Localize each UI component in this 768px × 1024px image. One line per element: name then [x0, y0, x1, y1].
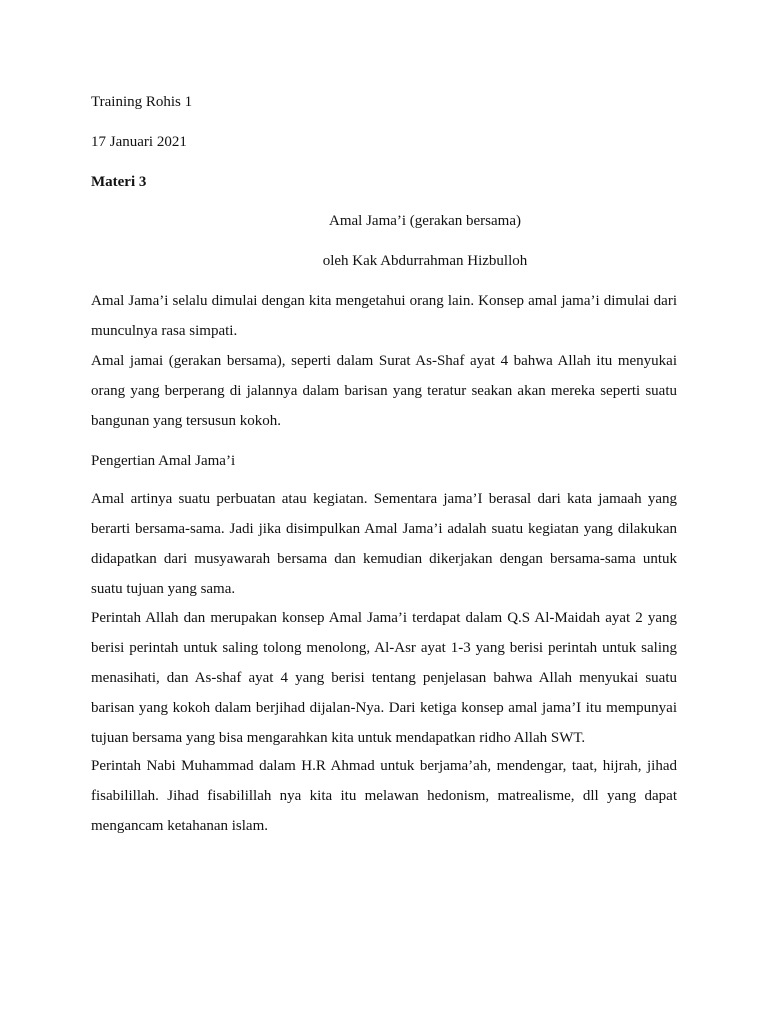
- paragraph-perintah-nabi: [91, 751, 677, 841]
- section-heading-pengertian: [91, 446, 677, 476]
- paragraph-line: didapatkan dari musyawarah bersama dan kemudian dikerjakan dengan bersama-sama untuk: [91, 551, 677, 567]
- paragraph-line: Amal jamai (gerakan bersama), seperti dalam Surat As-Shaf ayat 4 bahwa Allah itu menyukai: [91, 353, 677, 369]
- paragraph-as-shaf: [91, 346, 677, 436]
- training-label: Training Rohis 1: [91, 94, 193, 110]
- paragraph-line: orang yang berperang di jalannya dalam barisan yang teratur seakan akan mereka seperti suatu: [91, 383, 677, 399]
- paragraph-definition: [91, 484, 677, 604]
- paragraph-line: barisan yang kokoh dalam berjihad dijalan-Nya. Dari ketiga konsep amal jama’I itu mempunyai: [91, 700, 677, 716]
- paragraph-perintah-allah: [91, 603, 677, 753]
- paragraph-line: Pengertian Amal Jama’i: [91, 453, 236, 469]
- paragraph-line: fisabilillah. Jihad fisabilillah nya kita itu melawan hedonism, matrealisme, dll yang dapat: [91, 788, 677, 804]
- paragraph-line: mengancam ketahanan islam.: [91, 818, 269, 834]
- paragraph-intro: [91, 286, 677, 346]
- paragraph-line: berarti bersama-sama. Jadi jika disimpulkan Amal Jama’i adalah suatu kegiatan yang dilakukan: [91, 521, 677, 537]
- paragraph-line: Perintah Nabi Muhammad dalam H.R Ahmad untuk berjama’ah, mendengar, taat, hijrah, jihad: [91, 758, 677, 774]
- date-label: 17 Januari 2021: [91, 134, 187, 150]
- paragraph-line: Amal artinya suatu perbuatan atau kegiatan. Sementara jama’I berasal dari kata jamaah yang: [91, 491, 677, 507]
- paragraph-line: tujuan bersama yang bisa mengarahkan kita untuk mendapatkan ridho Allah SWT.: [91, 730, 586, 746]
- paragraph-line: berisi perintah untuk saling tolong menolong, Al-Asr ayat 1-3 yang berisi perintah untuk saling: [91, 640, 677, 656]
- document-title: Amal Jama’i (gerakan bersama): [329, 213, 521, 229]
- paragraph-line: munculnya rasa simpati.: [91, 323, 238, 339]
- paragraph-line: bangunan yang tersusun kokoh.: [91, 413, 281, 429]
- paragraph-line: Amal Jama’i selalu dimulai dengan kita mengetahui orang lain. Konsep amal jama’i dimulai dari: [91, 293, 677, 309]
- paragraph-line: menasihati, dan As-shaf ayat 4 yang berisi tentang penjelasan bahwa Allah menyukai suatu: [91, 670, 677, 686]
- document-author: oleh Kak Abdurrahman Hizbulloh: [322, 253, 528, 269]
- paragraph-line: suatu tujuan yang sama.: [91, 581, 236, 597]
- paragraph-line: Perintah Allah dan merupakan konsep Amal Jama’i terdapat dalam Q.S Al-Maidah ayat 2 yang: [91, 610, 677, 626]
- materi-heading: Materi 3: [91, 174, 147, 190]
